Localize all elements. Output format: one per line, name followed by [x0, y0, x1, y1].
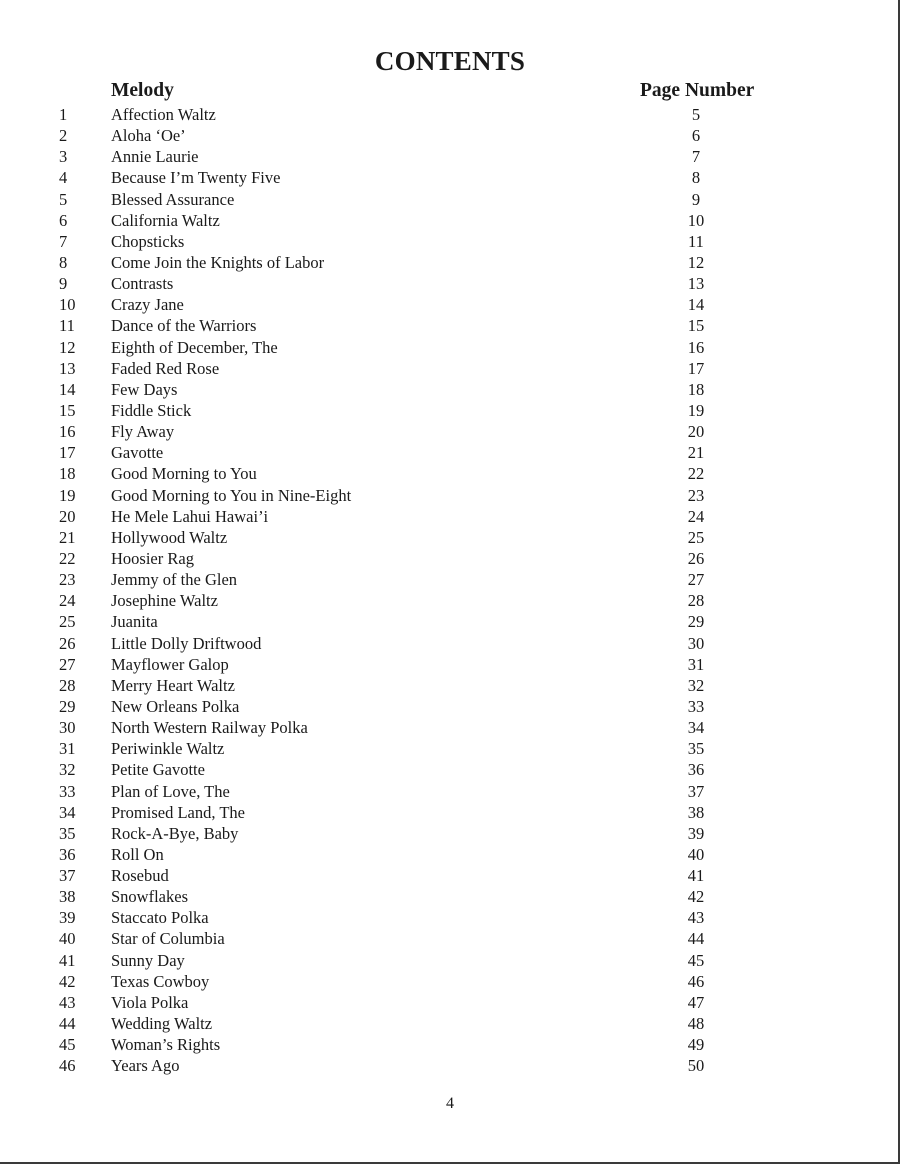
- entry-melody-title: Fiddle Stick: [111, 400, 192, 420]
- contents-row: [0, 146, 900, 167]
- contents-row: [0, 189, 900, 210]
- contents-row: [0, 104, 900, 125]
- contents-row: [0, 252, 900, 273]
- entry-melody-title: Hollywood Waltz: [111, 527, 228, 547]
- contents-row: [0, 1034, 900, 1055]
- contents-row: [0, 442, 900, 463]
- entry-number: 28: [59, 675, 76, 695]
- entry-number: 18: [59, 464, 76, 484]
- entry-number: 21: [59, 527, 76, 547]
- entry-number: 24: [59, 591, 76, 611]
- contents-row: [0, 971, 900, 992]
- entry-melody-title: Petite Gavotte: [111, 760, 205, 780]
- contents-row: [0, 654, 900, 675]
- entry-melody-title: Plan of Love, The: [111, 781, 230, 801]
- entry-number: 43: [59, 992, 76, 1012]
- entry-melody-title: Gavotte: [111, 443, 164, 463]
- contents-row: [0, 1055, 900, 1076]
- entry-page-number: 46: [687, 971, 705, 991]
- entry-number: 16: [59, 422, 76, 442]
- contents-row: [0, 802, 900, 823]
- entry-page-number: 37: [687, 781, 705, 801]
- entry-melody-title: He Mele Lahui Hawai’i: [111, 506, 269, 526]
- entry-melody-title: Viola Polka: [111, 992, 189, 1012]
- entry-melody-title: Merry Heart Waltz: [111, 675, 235, 695]
- entry-page-number: 34: [687, 718, 705, 738]
- contents-row: [0, 675, 900, 696]
- entry-melody-title: Dance of the Warriors: [111, 316, 257, 336]
- contents-row: [0, 590, 900, 611]
- entry-page-number: 36: [687, 760, 705, 780]
- contents-row: [0, 886, 900, 907]
- contents-row: [0, 907, 900, 928]
- entry-number: 46: [59, 1056, 76, 1076]
- contents-row: [0, 844, 900, 865]
- entry-page-number: 16: [687, 337, 705, 357]
- entry-page-number: 5: [691, 105, 701, 124]
- entry-melody-title: Affection Waltz: [111, 105, 216, 124]
- entry-melody-title: Little Dolly Driftwood: [111, 633, 262, 653]
- entry-page-number: 8: [691, 168, 701, 188]
- entry-melody-title: Josephine Waltz: [111, 591, 218, 611]
- contents-row: [0, 865, 900, 886]
- entry-number: 2: [59, 126, 68, 146]
- entry-melody-title: Good Morning to You: [111, 464, 257, 484]
- contents-row: [0, 823, 900, 844]
- contents-row: [0, 273, 900, 294]
- entry-number: 29: [59, 696, 76, 716]
- entry-melody-title: Promised Land, The: [111, 802, 245, 822]
- contents-row: [0, 696, 900, 717]
- entry-number: 45: [59, 1035, 76, 1055]
- entry-page-number: 23: [687, 485, 705, 505]
- entry-page-number: 42: [687, 887, 705, 907]
- entry-page-number: 17: [687, 358, 705, 378]
- entry-page-number: 25: [687, 527, 705, 547]
- contents-row: [0, 569, 900, 590]
- entry-page-number: 6: [691, 126, 701, 146]
- entry-melody-title: Blessed Assurance: [111, 189, 235, 209]
- entry-melody-title: North Western Railway Polka: [111, 718, 308, 738]
- entry-number: 6: [59, 210, 68, 230]
- entry-number: 34: [59, 802, 76, 822]
- entry-page-number: 48: [687, 1014, 705, 1034]
- entry-page-number: 27: [687, 570, 705, 590]
- entry-melody-title: Jemmy of the Glen: [111, 570, 238, 590]
- entry-number: 40: [59, 929, 76, 949]
- contents-row: [0, 421, 900, 442]
- entry-melody-title: Fly Away: [111, 422, 175, 442]
- contents-row: [0, 210, 900, 231]
- entry-number: 42: [59, 971, 76, 991]
- entry-number: 35: [59, 823, 76, 843]
- entry-number: 7: [59, 231, 68, 251]
- contents-row: [0, 738, 900, 759]
- entry-number: 9: [59, 274, 68, 294]
- entry-melody-title: Periwinkle Waltz: [111, 739, 225, 759]
- entry-melody-title: Wedding Waltz: [111, 1014, 213, 1034]
- entry-page-number: 29: [687, 612, 705, 632]
- entry-page-number: 11: [688, 231, 704, 251]
- entry-melody-title: Snowflakes: [111, 887, 188, 907]
- entry-page-number: 12: [687, 252, 705, 272]
- entry-number: 39: [59, 908, 76, 928]
- entry-number: 30: [59, 718, 76, 738]
- entry-number: 5: [59, 189, 68, 209]
- entry-melody-title: Faded Red Rose: [111, 358, 220, 378]
- entry-number: 32: [59, 760, 76, 780]
- entry-page-number: 50: [687, 1056, 705, 1076]
- contents-row: [0, 337, 900, 358]
- contents-row: [0, 379, 900, 400]
- entry-melody-title: Chopsticks: [111, 231, 185, 251]
- contents-row: [0, 759, 900, 780]
- contents-row: [0, 485, 900, 506]
- entry-number: 27: [59, 654, 76, 674]
- footer-page-number: 4: [446, 1095, 454, 1112]
- entry-page-number: 31: [687, 654, 705, 674]
- entry-number: 12: [59, 337, 76, 357]
- entry-number: 19: [59, 485, 76, 505]
- entry-melody-title: Aloha ‘Oe’: [111, 126, 186, 146]
- contents-row: [0, 231, 900, 252]
- entry-melody-title: Woman’s Rights: [111, 1035, 221, 1055]
- entry-melody-title: California Waltz: [111, 210, 220, 230]
- contents-row: [0, 463, 900, 484]
- entry-number: 17: [59, 443, 76, 463]
- column-header-page-number: Page Number: [640, 80, 755, 101]
- entry-page-number: 44: [687, 929, 705, 949]
- entry-melody-title: Good Morning to You in Nine-Eight: [111, 485, 352, 505]
- entry-page-number: 32: [687, 675, 705, 695]
- contents-row: [0, 506, 900, 527]
- contents-row: [0, 928, 900, 949]
- entry-number: 11: [59, 316, 75, 336]
- entry-melody-title: New Orleans Polka: [111, 696, 240, 716]
- entry-melody-title: Annie Laurie: [111, 147, 199, 167]
- entry-page-number: 39: [687, 823, 705, 843]
- entry-number: 15: [59, 400, 76, 420]
- contents-row: [0, 611, 900, 632]
- entry-melody-title: Hoosier Rag: [111, 548, 194, 568]
- contents-row: [0, 1013, 900, 1034]
- entry-number: 23: [59, 570, 76, 590]
- entry-page-number: 35: [687, 739, 705, 759]
- entry-page-number: 45: [687, 950, 705, 970]
- entry-melody-title: Sunny Day: [111, 950, 185, 970]
- entry-melody-title: Eighth of December, The: [111, 337, 278, 357]
- entry-page-number: 41: [687, 866, 705, 886]
- entry-number: 4: [59, 168, 68, 188]
- entry-page-number: 19: [687, 400, 705, 420]
- contents-row: [0, 548, 900, 569]
- entry-number: 22: [59, 548, 76, 568]
- contents-row: [0, 781, 900, 802]
- entry-page-number: 49: [687, 1035, 705, 1055]
- entry-page-number: 30: [687, 633, 705, 653]
- contents-row: [0, 294, 900, 315]
- entry-melody-title: Roll On: [111, 844, 164, 864]
- entry-number: 8: [59, 252, 68, 272]
- entry-melody-title: Contrasts: [111, 274, 174, 294]
- entry-page-number: 38: [687, 802, 705, 822]
- contents-row: [0, 125, 900, 146]
- entry-number: 20: [59, 506, 76, 526]
- contents-row: [0, 358, 900, 379]
- contents-row: [0, 527, 900, 548]
- entry-number: 25: [59, 612, 76, 632]
- entry-number: 44: [59, 1014, 76, 1034]
- entry-page-number: 26: [687, 548, 705, 568]
- entry-page-number: 43: [687, 908, 705, 928]
- entry-page-number: 33: [687, 696, 705, 716]
- entry-melody-title: Rock-A-Bye, Baby: [111, 823, 239, 843]
- entry-melody-title: Crazy Jane: [111, 295, 184, 315]
- entry-page-number: 15: [687, 316, 705, 336]
- entry-melody-title: Staccato Polka: [111, 908, 209, 928]
- entry-melody-title: Years Ago: [111, 1056, 180, 1076]
- entry-number: 3: [59, 147, 68, 167]
- column-header-melody: Melody: [111, 80, 174, 101]
- entry-melody-title: Texas Cowboy: [111, 971, 210, 991]
- entry-melody-title: Juanita: [111, 612, 158, 632]
- entry-number: 38: [59, 887, 76, 907]
- entry-number: 36: [59, 844, 76, 864]
- entry-page-number: 13: [687, 274, 705, 294]
- contents-list: [0, 104, 900, 1076]
- page-title: CONTENTS: [374, 46, 526, 76]
- entry-melody-title: Few Days: [111, 379, 178, 399]
- entry-melody-title: Rosebud: [111, 866, 169, 886]
- contents-row: [0, 950, 900, 971]
- entry-page-number: 21: [687, 443, 705, 463]
- entry-number: 31: [59, 739, 76, 759]
- contents-row: [0, 717, 900, 738]
- entry-melody-title: Mayflower Galop: [111, 654, 229, 674]
- entry-page-number: 40: [687, 844, 705, 864]
- entry-page-number: 7: [691, 147, 701, 167]
- entry-page-number: 9: [691, 189, 701, 209]
- entry-number: 41: [59, 950, 76, 970]
- entry-page-number: 28: [687, 591, 705, 611]
- entry-page-number: 10: [687, 210, 705, 230]
- contents-row: [0, 315, 900, 336]
- entry-number: 26: [59, 633, 76, 653]
- entry-number: 10: [59, 295, 76, 315]
- entry-page-number: 24: [687, 506, 705, 526]
- contents-row: [0, 400, 900, 421]
- entry-melody-title: Come Join the Knights of Labor: [111, 252, 325, 272]
- entry-page-number: 22: [687, 464, 705, 484]
- contents-row: [0, 992, 900, 1013]
- entry-page-number: 47: [687, 992, 705, 1012]
- entry-melody-title: Because I’m Twenty Five: [111, 168, 281, 188]
- entry-page-number: 14: [687, 295, 705, 315]
- entry-number: 13: [59, 358, 76, 378]
- entry-number: 14: [59, 379, 76, 399]
- entry-page-number: 20: [687, 422, 705, 442]
- entry-melody-title: Star of Columbia: [111, 929, 225, 949]
- contents-row: [0, 633, 900, 654]
- entry-page-number: 18: [687, 379, 705, 399]
- contents-row: [0, 167, 900, 188]
- entry-number: 37: [59, 866, 76, 886]
- entry-number: 33: [59, 781, 76, 801]
- entry-number: 1: [59, 105, 68, 124]
